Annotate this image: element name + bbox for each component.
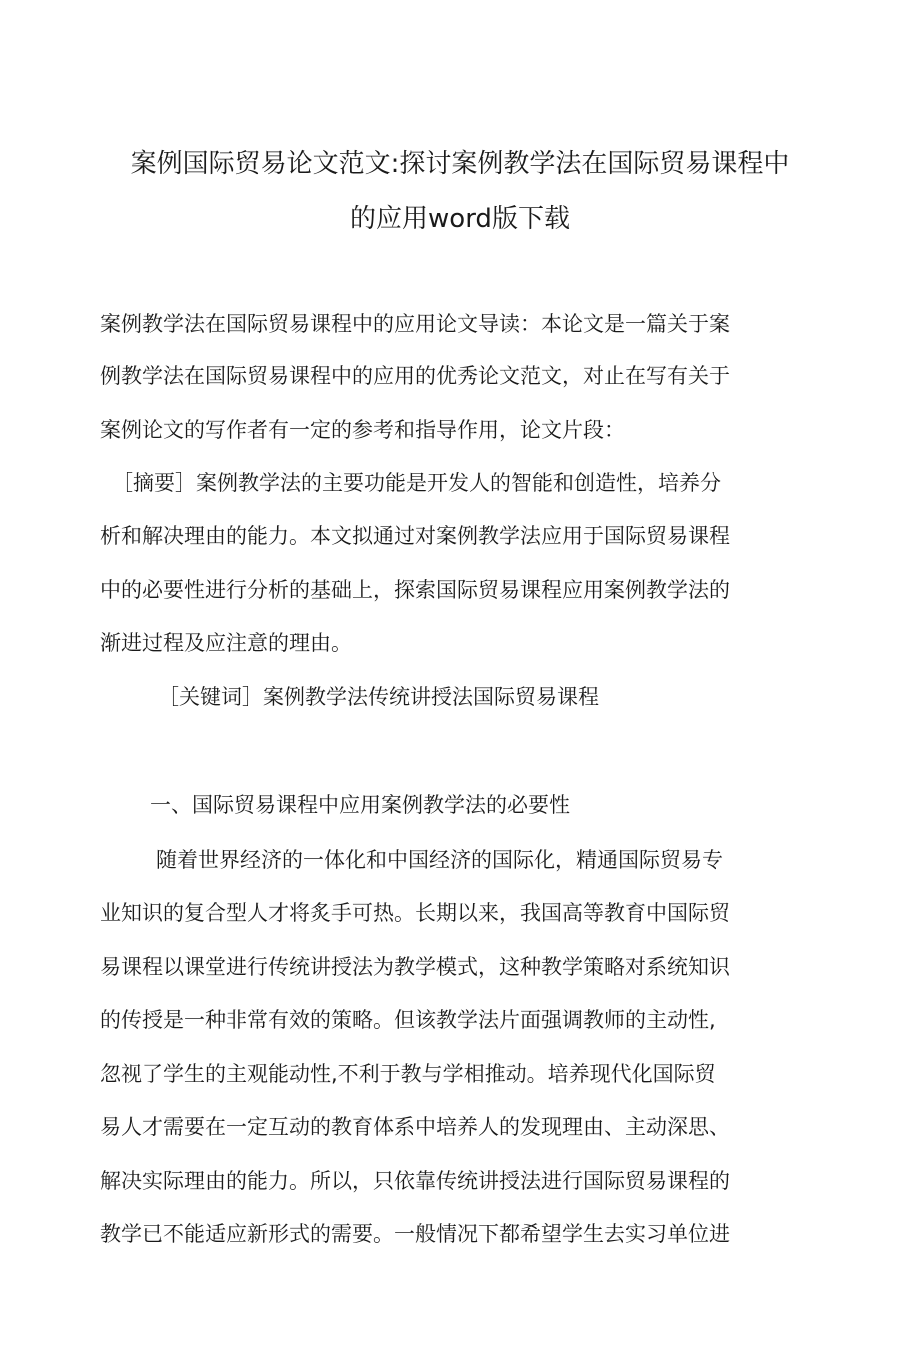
document-title-line-1: 案例国际贸易论文范文:探讨案例教学法在国际贸易课程中: [130, 149, 790, 179]
intro-line: 案例论文的写作者有一定的参考和指导作用，论文片段：: [100, 418, 625, 442]
body-line: 解决实际理由的能力。所以，只依靠传统讲授法进行国际贸易课程的: [100, 1169, 730, 1193]
body-line: 教学已不能适应新形式的需要。一般情况下都希望学生去实习单位进: [100, 1222, 730, 1246]
body-line: 的传授是一种非常有效的策略。但该教学法片面强调教师的主动性,: [100, 1008, 716, 1032]
section-heading: 一、国际贸易课程中应用案例教学法的必要性: [150, 793, 570, 817]
body-line: 易人才需要在一定互动的教育体系中培养人的发现理由、主动深思、: [100, 1115, 730, 1139]
body-line: 业知识的复合型人才将炙手可热。长期以来，我国高等教育中国际贸: [100, 901, 730, 925]
keywords-line: ［关键词］案例教学法传统讲授法国际贸易课程: [158, 685, 599, 709]
abstract-line: 中的必要性进行分析的基础上，探索国际贸易课程应用案例教学法的: [100, 578, 730, 602]
body-line: 易课程以课堂进行传统讲授法为教学模式，这种教学策略对系统知识: [100, 955, 730, 979]
body-line: 忽视了学生的主观能动性,不利于教与学相推动。培养现代化国际贸: [100, 1062, 716, 1086]
body-line: 随着世界经济的一体化和中国经济的国际化，精通国际贸易专: [156, 848, 723, 872]
abstract-line: 析和解决理由的能力。本文拟通过对案例教学法应用于国际贸易课程: [100, 524, 730, 548]
intro-line: 例教学法在国际贸易课程中的应用的优秀论文范文，对止在写有关于: [100, 364, 730, 388]
abstract-line: 渐进过程及应注意的理由。: [100, 631, 352, 655]
abstract-line: ［摘要］案例教学法的主要功能是开发人的智能和创造性，培养分: [112, 471, 721, 495]
intro-line: 案例教学法在国际贸易课程中的应用论文导读：本论文是一篇关于案: [100, 312, 730, 336]
document-title-line-2: 的应用word版下载: [350, 204, 570, 234]
